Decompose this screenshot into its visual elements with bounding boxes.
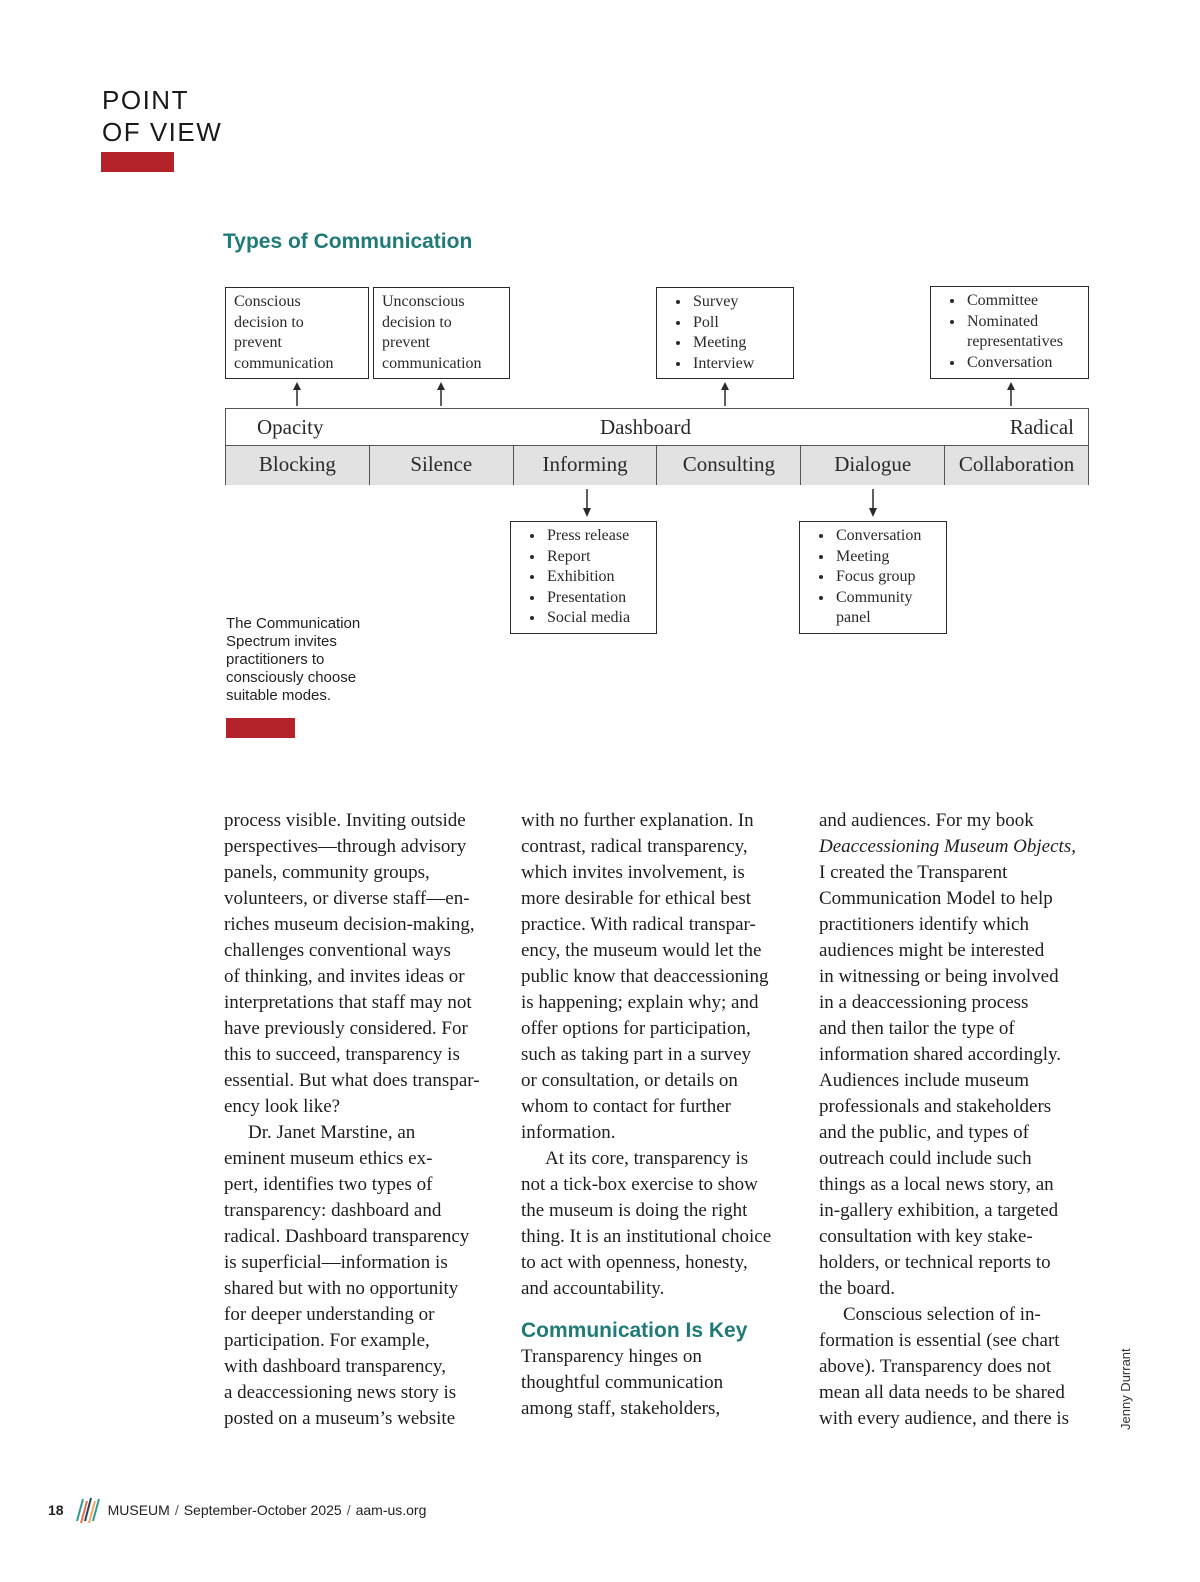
communication-spectrum bbox=[225, 408, 1089, 485]
box-line: prevent bbox=[234, 334, 282, 351]
text-line: and then tailor the type of bbox=[819, 1018, 1015, 1039]
text-line: Conscious selection of in- bbox=[843, 1304, 1041, 1325]
text-line: holders, or technical reports to bbox=[819, 1252, 1051, 1273]
text-line: Transparency hinges on bbox=[521, 1346, 702, 1367]
mode-collaboration: Collaboration bbox=[958, 452, 1075, 476]
text-line: consultation with key stake- bbox=[819, 1226, 1033, 1247]
text-line: this to succeed, transparency is bbox=[224, 1044, 460, 1065]
text-line: information shared accordingly. bbox=[819, 1044, 1061, 1065]
list-item: • Interview bbox=[691, 354, 789, 375]
list-item: • Presentation bbox=[545, 588, 652, 609]
text-line: I created the Transparent bbox=[819, 862, 1008, 883]
page-number: 18 bbox=[48, 1502, 64, 1518]
text-line: audiences might be interested bbox=[819, 940, 1045, 961]
text-line: of thinking, and invites ideas or bbox=[224, 966, 465, 987]
issue-date: September-October 2025 bbox=[183, 1502, 342, 1518]
paragraph bbox=[224, 808, 509, 1120]
section-label bbox=[102, 84, 222, 148]
caption-line: Spectrum invites bbox=[226, 633, 337, 650]
body-column-1 bbox=[224, 808, 509, 1432]
text-line: the museum is doing the right bbox=[521, 1200, 748, 1221]
spectrum-modes bbox=[226, 445, 1088, 485]
text-line: essential. But what does transpar- bbox=[224, 1070, 480, 1091]
text-line: riches museum decision-making, bbox=[224, 914, 475, 935]
book-title: Deaccessioning Museum Objects, bbox=[819, 836, 1076, 857]
box-consulting-methods bbox=[656, 287, 794, 379]
box-line: prevent bbox=[382, 334, 430, 351]
paragraph bbox=[521, 808, 806, 1146]
arrow-down-icon bbox=[581, 488, 593, 518]
section-heading: Communication Is Key bbox=[521, 1319, 748, 1342]
list-item: • Committee bbox=[965, 291, 1084, 312]
text-line: above). Transparency does not bbox=[819, 1356, 1052, 1377]
aam-logo-icon bbox=[74, 1495, 102, 1525]
list-item: • Nominated representatives bbox=[965, 312, 1084, 353]
text-line: perspectives—through advisory bbox=[224, 836, 467, 857]
text-line: volunteers, or diverse staff—en- bbox=[224, 888, 470, 909]
text-line: in witnessing or being involved bbox=[819, 966, 1059, 987]
caption-accent-bar bbox=[226, 718, 295, 738]
text-line: or consultation, or details on bbox=[521, 1070, 738, 1091]
text-line: radical. Dashboard transparency bbox=[224, 1226, 470, 1247]
text-line: is superficial—information is bbox=[224, 1252, 448, 1273]
text-line: professionals and stakeholders bbox=[819, 1096, 1052, 1117]
separator: / bbox=[346, 1502, 351, 1518]
list-item: • Press release bbox=[545, 526, 652, 547]
spectrum-opacity-label: Opacity bbox=[257, 415, 324, 439]
website-link[interactable]: aam-us.org bbox=[355, 1502, 427, 1518]
text-line: eminent museum ethics ex- bbox=[224, 1148, 433, 1169]
text-line: Audiences include museum bbox=[819, 1070, 1030, 1091]
text-line: mean all data needs to be shared bbox=[819, 1382, 1065, 1403]
box-dialogue-methods bbox=[799, 521, 947, 634]
text-line: transparency: dashboard and bbox=[224, 1200, 442, 1221]
list-item: • Focus group bbox=[834, 567, 942, 588]
text-line: in a deaccessioning process bbox=[819, 992, 1029, 1013]
text-line: among staff, stakeholders, bbox=[521, 1398, 721, 1419]
mode-silence: Silence bbox=[370, 446, 514, 485]
spectrum-radical-label: Radical bbox=[1009, 415, 1074, 439]
box-informing-methods bbox=[510, 521, 657, 634]
text-line: public know that deaccessioning bbox=[521, 966, 769, 987]
text-line: pert, identifies two types of bbox=[224, 1174, 433, 1195]
text-line: and audiences. For my book bbox=[819, 810, 1034, 831]
list-item: • Meeting bbox=[691, 333, 789, 354]
section-label-line1: POINT bbox=[102, 85, 189, 115]
paragraph bbox=[224, 1120, 509, 1432]
arrow-up-icon bbox=[435, 381, 447, 407]
magazine-name: MUSEUM bbox=[107, 1502, 170, 1518]
text-line: practice. With radical transpar- bbox=[521, 914, 756, 935]
text-line: is happening; explain why; and bbox=[521, 992, 759, 1013]
figure-title: Types of Communication bbox=[223, 230, 473, 253]
list-item: • Poll bbox=[691, 313, 789, 334]
text-line: things as a local news story, an bbox=[819, 1174, 1054, 1195]
section-label-line2: OF VIEW bbox=[102, 117, 223, 147]
text-line: process visible. Inviting outside bbox=[224, 810, 466, 831]
box-collaboration-methods bbox=[930, 286, 1089, 379]
caption-line: practitioners to bbox=[226, 651, 325, 668]
text-line: participation. For example, bbox=[224, 1330, 430, 1351]
box-conscious-decision bbox=[225, 287, 369, 379]
page-footer bbox=[48, 1494, 426, 1526]
text-line: panels, community groups, bbox=[224, 862, 430, 883]
mode-consulting: Consulting bbox=[657, 446, 801, 485]
text-line: with no further explanation. In bbox=[521, 810, 754, 831]
paragraph bbox=[819, 808, 1104, 1302]
text-line: shared but with no opportunity bbox=[224, 1278, 459, 1299]
box-line: communication bbox=[234, 354, 334, 372]
text-line: with dashboard transparency, bbox=[224, 1356, 446, 1377]
paragraph bbox=[521, 1146, 806, 1302]
list-item: • Social media bbox=[545, 608, 652, 629]
body-column-2 bbox=[521, 808, 806, 1422]
box-line: decision to bbox=[382, 313, 452, 331]
text-line: for deeper understanding or bbox=[224, 1304, 435, 1325]
box-line: decision to bbox=[234, 313, 304, 331]
box-line: Unconscious bbox=[382, 293, 465, 310]
text-line: more desirable for ethical best bbox=[521, 888, 752, 909]
text-line: such as taking part in a survey bbox=[521, 1044, 752, 1065]
text-line: in-gallery exhibition, a targeted bbox=[819, 1200, 1059, 1221]
caption-line: The Communication bbox=[226, 615, 361, 632]
text-line: ency, the museum would let the bbox=[521, 940, 762, 961]
list-item: • Report bbox=[545, 547, 652, 568]
text-line: interpretations that staff may not bbox=[224, 992, 472, 1013]
spectrum-scale bbox=[226, 409, 1088, 445]
text-line: outreach could include such bbox=[819, 1148, 1032, 1169]
arrow-down-icon bbox=[867, 488, 879, 518]
list-item: • Conversation bbox=[834, 526, 942, 547]
photo-credit: Jenny Durrant bbox=[1118, 1348, 1133, 1430]
text-line: information. bbox=[521, 1122, 616, 1143]
text-line: Communication Model to help bbox=[819, 888, 1053, 909]
text-line: not a tick-box exercise to show bbox=[521, 1174, 758, 1195]
text-line: a deaccessioning news story is bbox=[224, 1382, 457, 1403]
spectrum-dashboard-label: Dashboard bbox=[600, 415, 691, 439]
arrow-up-icon bbox=[719, 381, 731, 407]
text-line: the board. bbox=[819, 1278, 895, 1299]
text-line: formation is essential (see chart bbox=[819, 1330, 1060, 1351]
text-line: to act with openness, honesty, bbox=[521, 1252, 748, 1273]
text-line: thoughtful communication bbox=[521, 1372, 724, 1393]
text-line: thing. It is an institutional choice bbox=[521, 1226, 772, 1247]
mode-blocking: Blocking bbox=[226, 446, 370, 485]
list-item: • Meeting bbox=[834, 547, 942, 568]
text-line: practitioners identify which bbox=[819, 914, 1029, 935]
figure-caption bbox=[226, 615, 396, 705]
section-accent-bar bbox=[101, 152, 174, 172]
arrow-up-icon bbox=[1005, 381, 1017, 407]
text-line: contrast, radical transparency, bbox=[521, 836, 748, 857]
text-line: with every audience, and there is bbox=[819, 1408, 1070, 1429]
mode-informing: Informing bbox=[514, 446, 658, 485]
list-item: • Community panel bbox=[834, 588, 942, 629]
list-item: • Conversation bbox=[965, 353, 1084, 374]
box-line: Conscious bbox=[234, 293, 301, 310]
body-column-3 bbox=[819, 808, 1104, 1432]
text-line: which invites involvement, is bbox=[521, 862, 745, 883]
text-line: posted on a museum’s website bbox=[224, 1408, 456, 1429]
text-line: whom to contact for further bbox=[521, 1096, 731, 1117]
text-line: ency look like? bbox=[224, 1096, 341, 1117]
paragraph bbox=[819, 1302, 1104, 1432]
separator: / bbox=[174, 1502, 179, 1518]
caption-line: consciously choose bbox=[226, 669, 357, 686]
mode-dialogue: Dialogue bbox=[801, 446, 945, 485]
box-line: communication bbox=[382, 354, 482, 372]
box-unconscious-decision bbox=[373, 287, 510, 379]
arrow-up-icon bbox=[291, 381, 303, 407]
paragraph bbox=[521, 1344, 806, 1422]
text-line: Dr. Janet Marstine, an bbox=[248, 1122, 416, 1143]
text-line: and the public, and types of bbox=[819, 1122, 1030, 1143]
text-line: offer options for participation, bbox=[521, 1018, 751, 1039]
text-line: At its core, transparency is bbox=[545, 1148, 749, 1169]
text-line: challenges conventional ways bbox=[224, 940, 451, 961]
caption-line: suitable modes. bbox=[226, 687, 332, 704]
text-line: have previously considered. For bbox=[224, 1018, 468, 1039]
text-line: and accountability. bbox=[521, 1278, 665, 1299]
list-item: • Survey bbox=[691, 292, 789, 313]
list-item: • Exhibition bbox=[545, 567, 652, 588]
